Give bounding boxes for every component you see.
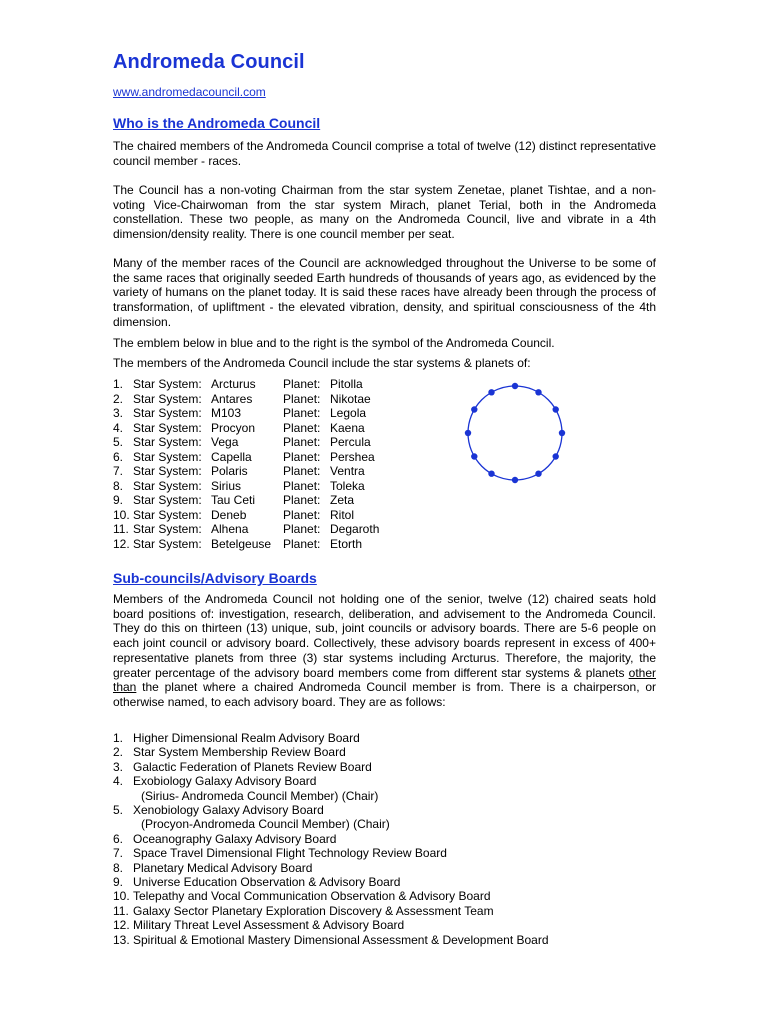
member-planet-label: Planet: [283,406,321,421]
emblem-seat-dot [488,471,494,477]
advisory-boards-list [113,731,549,947]
member-planet-label: Planet: [283,435,321,450]
member-star-system: Polaris [211,464,248,479]
member-planet: Percula [330,435,371,450]
paragraph-chairman: The Council has a non-voting Chairman from the star system Zenetae, planet Tishtae, and a non-voting Vice-Chairwoman from the star system Mirach, planet Terial, both in the Andromeda constellation. These two people, as many on the Andromeda Council, live and vibrate in a 4th dimension/density reality. There is one council member per seat. [113,183,656,242]
member-planet-label: Planet: [283,420,321,435]
member-row [113,508,379,523]
board-name: Exobiology Galaxy Advisory Board [133,774,317,789]
member-planet: Zeta [330,493,355,508]
member-number: 10. [113,507,130,522]
member-number: 12. [113,537,130,552]
member-row [113,406,379,421]
board-name: Oceanography Galaxy Advisory Board [133,831,337,846]
member-row [113,392,379,407]
emblem-seat-dot [465,430,471,436]
board-number: 6. [113,831,124,846]
emblem-seat-dot [471,406,477,412]
advisory-board-item [113,904,549,918]
board-number: 8. [113,860,124,875]
board-name: Spiritual & Emotional Mastery Dimensional Assessment & Development Board [133,932,549,947]
subcouncils-text-other: other [628,665,656,680]
board-name: Galactic Federation of Planets Review Board [133,759,372,774]
board-number: 10. [113,889,130,904]
advisory-board-item [113,875,549,889]
section-heading-who: Who is the Andromeda Council [113,115,321,131]
board-number: 1. [113,731,124,745]
member-planet-label: Planet: [283,377,321,391]
subcouncils-text-part1: Members of the Andromeda Council not holding one of the senior, twelve (12) chaired seats hold board positions of: investigation, research, deliberation, and advisement to the Andromeda Council. They do this on thirteen (13) unique, sub, joint councils or advisory boards. There are 5-6 people on each joint council or advisory board. Collectively, these advisory boards represent in excess of 400+ representative planets from three (3) star systems including Arcturus. Therefore, the majority, the greater percentage of the advisory board members come from different star systems & planets [113,592,656,680]
member-row [113,537,379,552]
board-name: Space Travel Dimensional Flight Technology Review Board [133,846,447,861]
advisory-board-item [113,745,549,759]
member-star-label: Star System: [133,522,202,537]
member-star-system: Procyon [211,420,256,435]
member-number: 9. [113,493,124,508]
board-name: Xenobiology Galaxy Advisory Board [133,803,324,818]
board-name: Universe Education Observation & Advisory Board [133,875,401,890]
member-star-system: Arcturus [211,377,256,391]
member-star-label: Star System: [133,391,202,406]
subcouncils-text-than: than [113,680,137,695]
advisory-board-item [113,731,549,745]
member-number: 8. [113,478,124,493]
member-planet: Ritol [330,507,355,522]
advisory-board-item [113,760,549,774]
emblem-seat-dot [512,383,518,389]
page-title: Andromeda Council [113,51,305,73]
board-number: 9. [113,875,124,890]
member-planet: Legola [330,406,367,421]
member-star-system: Betelgeuse [211,537,272,552]
board-number: 13. [113,932,130,947]
member-planet: Ventra [330,464,365,479]
member-number: 11. [113,522,129,537]
member-row [113,421,379,436]
emblem-seat-dot [488,389,494,395]
board-chair-note: (Procyon-Andromeda Council Member) (Chair) [141,817,390,832]
member-star-system: Vega [211,435,239,450]
emblem-seat-dot [535,389,541,395]
board-name: Telepathy and Vocal Communication Observation & Advisory Board [133,889,491,904]
member-number: 2. [113,391,124,406]
paragraph-subcouncils [113,592,656,710]
paragraph-members-intro: The members of the Andromeda Council include the star systems & planets of: [113,356,531,370]
advisory-board-item [113,803,549,832]
member-planet: Degaroth [330,522,380,537]
emblem-ring [468,386,562,480]
member-star-system: M103 [211,406,242,421]
member-star-label: Star System: [133,464,202,479]
member-planet-label: Planet: [283,493,321,508]
board-number: 11. [113,903,129,918]
member-star-label: Star System: [133,478,202,493]
emblem-seat-dot [535,471,541,477]
member-row [113,435,379,450]
advisory-board-item [113,933,549,947]
emblem-seat-dot [553,406,559,412]
advisory-board-item [113,832,549,846]
member-number: 4. [113,420,124,435]
member-number: 7. [113,464,124,479]
board-number: 7. [113,846,124,861]
member-planet-label: Planet: [283,522,321,537]
website-link[interactable]: www.andromedacouncil.com [113,85,266,99]
member-star-label: Star System: [133,377,202,391]
member-planet: Toleka [330,478,365,493]
member-star-system: Deneb [211,507,247,522]
advisory-board-item [113,918,549,932]
member-row [113,522,379,537]
emblem-seat-dot [553,453,559,459]
member-number: 6. [113,449,124,464]
member-star-system: Capella [211,449,252,464]
member-star-system: Alhena [211,522,249,537]
members-list [113,377,379,552]
member-star-label: Star System: [133,420,202,435]
paragraph-races: Many of the member races of the Council are acknowledged throughout the Universe to be some of the same races that originally seeded Earth hundreds of thousands of years ago, as evidenced by the variety of humans on the planet today. It is said these races have already been through the process of transformation, of upliftment - the elevated vibration, density, and spiritual consciousness of the 4th dimension. [113,256,656,329]
member-planet: Pitolla [330,377,363,391]
advisory-board-item [113,889,549,903]
member-number: 1. [113,377,124,391]
paragraph-intro: The chaired members of the Andromeda Council comprise a total of twelve (12) distinct representative council member - races. [113,139,656,168]
member-row [113,450,379,465]
member-row [113,377,379,392]
member-row [113,479,379,494]
emblem-seat-dot [559,430,565,436]
member-star-system: Sirius [211,478,242,493]
member-planet: Pershea [330,449,375,464]
emblem-seat-dot [471,453,477,459]
member-row [113,493,379,508]
advisory-board-item [113,774,549,803]
board-number: 2. [113,745,124,760]
board-name: Galaxy Sector Planetary Exploration Discovery & Assessment Team [133,903,494,918]
board-number: 3. [113,759,124,774]
member-star-system: Tau Ceti [211,493,256,508]
advisory-board-item [113,846,549,860]
member-star-label: Star System: [133,493,202,508]
member-star-label: Star System: [133,406,202,421]
member-planet: Kaena [330,420,365,435]
subcouncils-text-part2: the planet where a chaired Andromeda Council member is from. There is a chairperson, or otherwise named, to each advisory board. They are as follows: [113,680,656,709]
member-planet-label: Planet: [283,464,321,479]
member-planet-label: Planet: [283,449,321,464]
member-number: 5. [113,435,124,450]
member-number: 3. [113,406,124,421]
emblem-seat-dot [512,477,518,483]
board-chair-note: (Sirius- Andromeda Council Member) (Chair) [141,788,379,803]
board-name: Star System Membership Review Board [133,745,346,760]
andromeda-council-emblem [460,378,570,488]
member-row [113,464,379,479]
member-star-label: Star System: [133,537,202,552]
board-number: 12. [113,918,130,933]
board-name: Military Threat Level Assessment & Advisory Board [133,918,405,933]
member-star-system: Antares [211,391,253,406]
board-number: 5. [113,803,124,818]
member-star-label: Star System: [133,449,202,464]
member-planet-label: Planet: [283,478,321,493]
member-planet-label: Planet: [283,507,321,522]
advisory-board-item [113,861,549,875]
member-planet-label: Planet: [283,391,321,406]
member-planet-label: Planet: [283,537,321,552]
board-name: Higher Dimensional Realm Advisory Board [133,731,360,745]
paragraph-emblem-note: The emblem below in blue and to the right is the symbol of the Andromeda Council. [113,336,555,350]
section-heading-subcouncils: Sub-councils/Advisory Boards [113,570,317,586]
board-name: Planetary Medical Advisory Board [133,860,313,875]
member-star-label: Star System: [133,435,202,450]
member-planet: Nikotae [330,391,371,406]
board-number: 4. [113,774,124,789]
member-planet: Etorth [330,537,363,552]
member-star-label: Star System: [133,507,202,522]
